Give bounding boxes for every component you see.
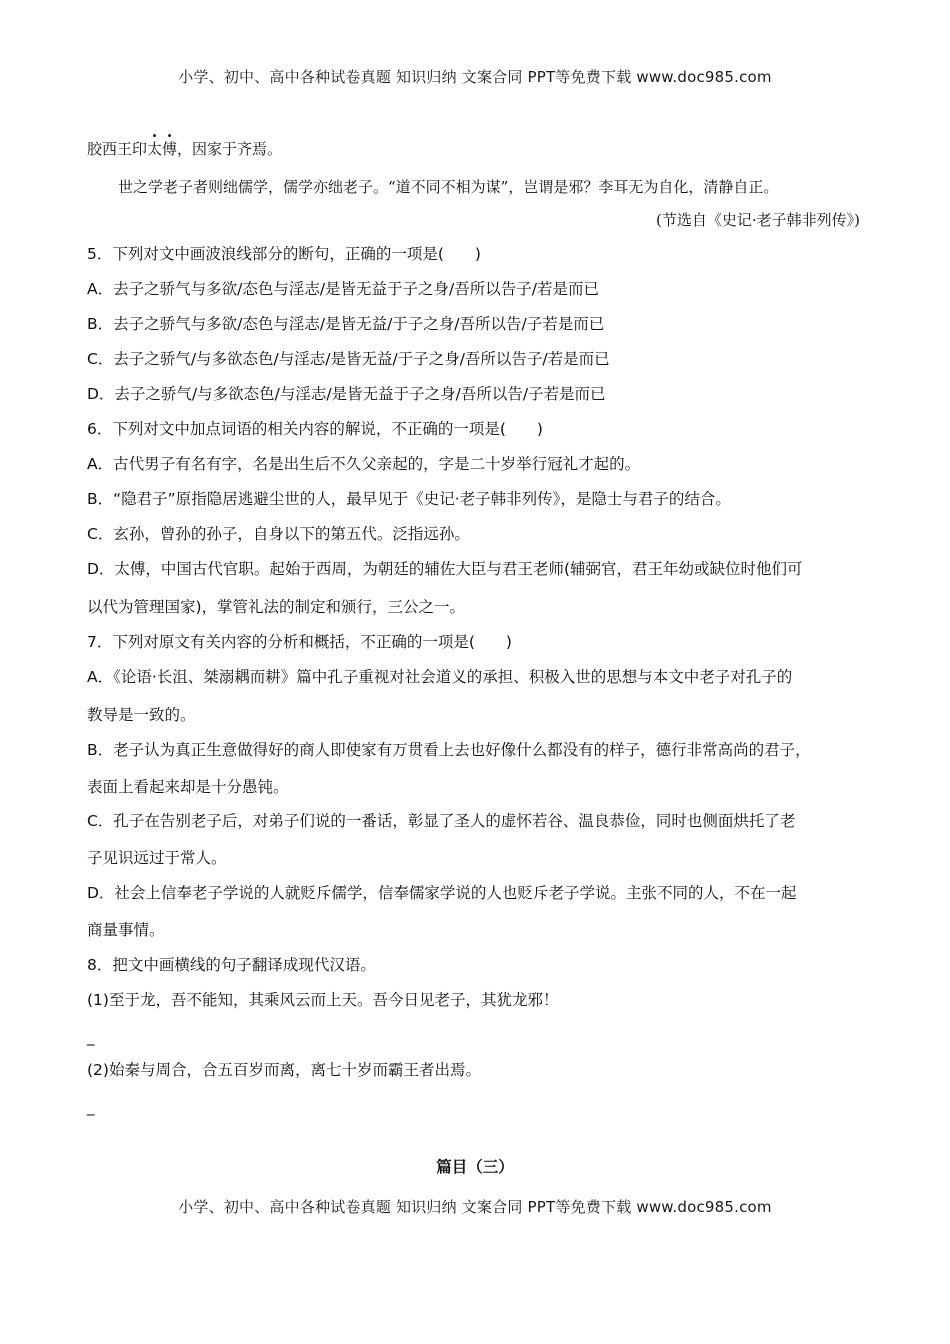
dotted-word-fu: 傅	[162, 140, 178, 158]
q8-stem: 8．把文中画横线的句子翻译成现代汉语。	[87, 956, 376, 974]
q8-answer-blank-1[interactable]: _	[87, 1028, 95, 1046]
q6-option-d-line1: D．太傅，中国古代官职。起始于西周，为朝廷的辅佐大臣与君王老师(辅弼官，君王年幼或缺位时他们可	[87, 560, 803, 578]
q7-stem: 7．下列对原文有关内容的分析和概括，不正确的一项是( )	[87, 633, 512, 651]
q5-option-b: B．去子之骄气与多欲/态色与淫志/是皆无益/于子之身/吾所以告/子若是而已	[87, 315, 605, 333]
q6-option-c: C．玄孙，曾孙的孙子，自身以下的第五代。泛指远孙。	[87, 525, 470, 543]
q6-option-b: B．“隐君子”原指隐居逃避尘世的人，最早见于《史记·老子韩非列传》，是隐士与君子的结合。	[87, 490, 731, 508]
q8-answer-blank-2[interactable]: _	[87, 1098, 95, 1116]
q5-option-d: D．去子之骄气/与多欲态色/与淫志/是皆无益于子之身/吾所以告/子若是而已	[87, 385, 606, 403]
passage-text: ，因家于齐焉。	[177, 140, 283, 158]
q7-option-a-line2: 教导是一致的。	[87, 706, 196, 724]
q8-sentence-2: (2)始秦与周合，合五百岁而离，离七十岁而霸王者出焉。	[87, 1061, 481, 1079]
passage-line-2: 世之学老子者则绌儒学，儒学亦绌老子。“道不同不相为谋”，岂谓是邪？李耳无为自化，清静自正。	[118, 178, 779, 196]
q6-stem: 6．下列对文中加点词语的相关内容的解说，不正确的一项是( )	[87, 420, 543, 438]
passage-text: 胶西王印	[87, 140, 148, 158]
q7-option-c-line1: C．孔子在告别老子后，对弟子们说的一番话，彰显了圣人的虚怀若谷、温良恭俭，同时也侧面烘托了老	[87, 812, 796, 830]
q7-option-d-line2: 商量事情。	[87, 921, 165, 939]
passage-line-1	[87, 139, 890, 159]
q5-option-a: A．去子之骄气与多欲/态色与淫志/是皆无益于子之身/吾所以告子/若是而已	[87, 280, 599, 298]
q8-sentence-1: (1)至于龙，吾不能知，其乘风云而上天。吾今日见老子，其犹龙邪！	[87, 991, 559, 1009]
q7-option-b-line1: B．老子认为真正生意做得好的商人即使家有万贯看上去也好像什么都没有的样子，德行非常高尚的君子，	[87, 741, 811, 759]
q7-option-a-line1: A．《论语·长沮、桀溺耦而耕》篇中孔子重视对社会道义的承担、积极入世的思想与本文中老子对孔子的	[87, 668, 793, 686]
q5-stem: 5．下列对文中画波浪线部分的断句，正确的一项是( )	[87, 245, 481, 263]
q7-option-d-line1: D．社会上信奉老子学说的人就贬斥儒学，信奉儒家学说的人也贬斥老子学说。主张不同的人，不在一起	[87, 884, 797, 902]
dotted-word-tai: 太	[147, 140, 163, 158]
q7-option-b-line2: 表面上看起来却是十分愚钝。	[87, 778, 289, 796]
page-header: 小学、初中、高中各种试卷真题 知识归纳 文案合同 PPT等免费下载 www.doc985.com	[178, 68, 772, 86]
q7-option-c-line2: 子见识远过于常人。	[87, 849, 227, 867]
q6-option-d-line2: 以代为管理国家)，掌管礼法的制定和颁行，三公之一。	[87, 598, 466, 616]
page-footer: 小学、初中、高中各种试卷真题 知识归纳 文案合同 PPT等免费下载 www.doc985.com	[178, 1198, 772, 1216]
section-title: 篇目（三）	[436, 1158, 514, 1176]
q6-option-a: A．古代男子有名有字，名是出生后不久父亲起的，字是二十岁举行冠礼才起的。	[87, 455, 641, 473]
passage-source: (节选自《史记·老子韩非列传》)	[656, 211, 860, 229]
q5-option-c: C．去子之骄气/与多欲态色/与淫志/是皆无益/于子之身/吾所以告子/若是而已	[87, 350, 610, 368]
